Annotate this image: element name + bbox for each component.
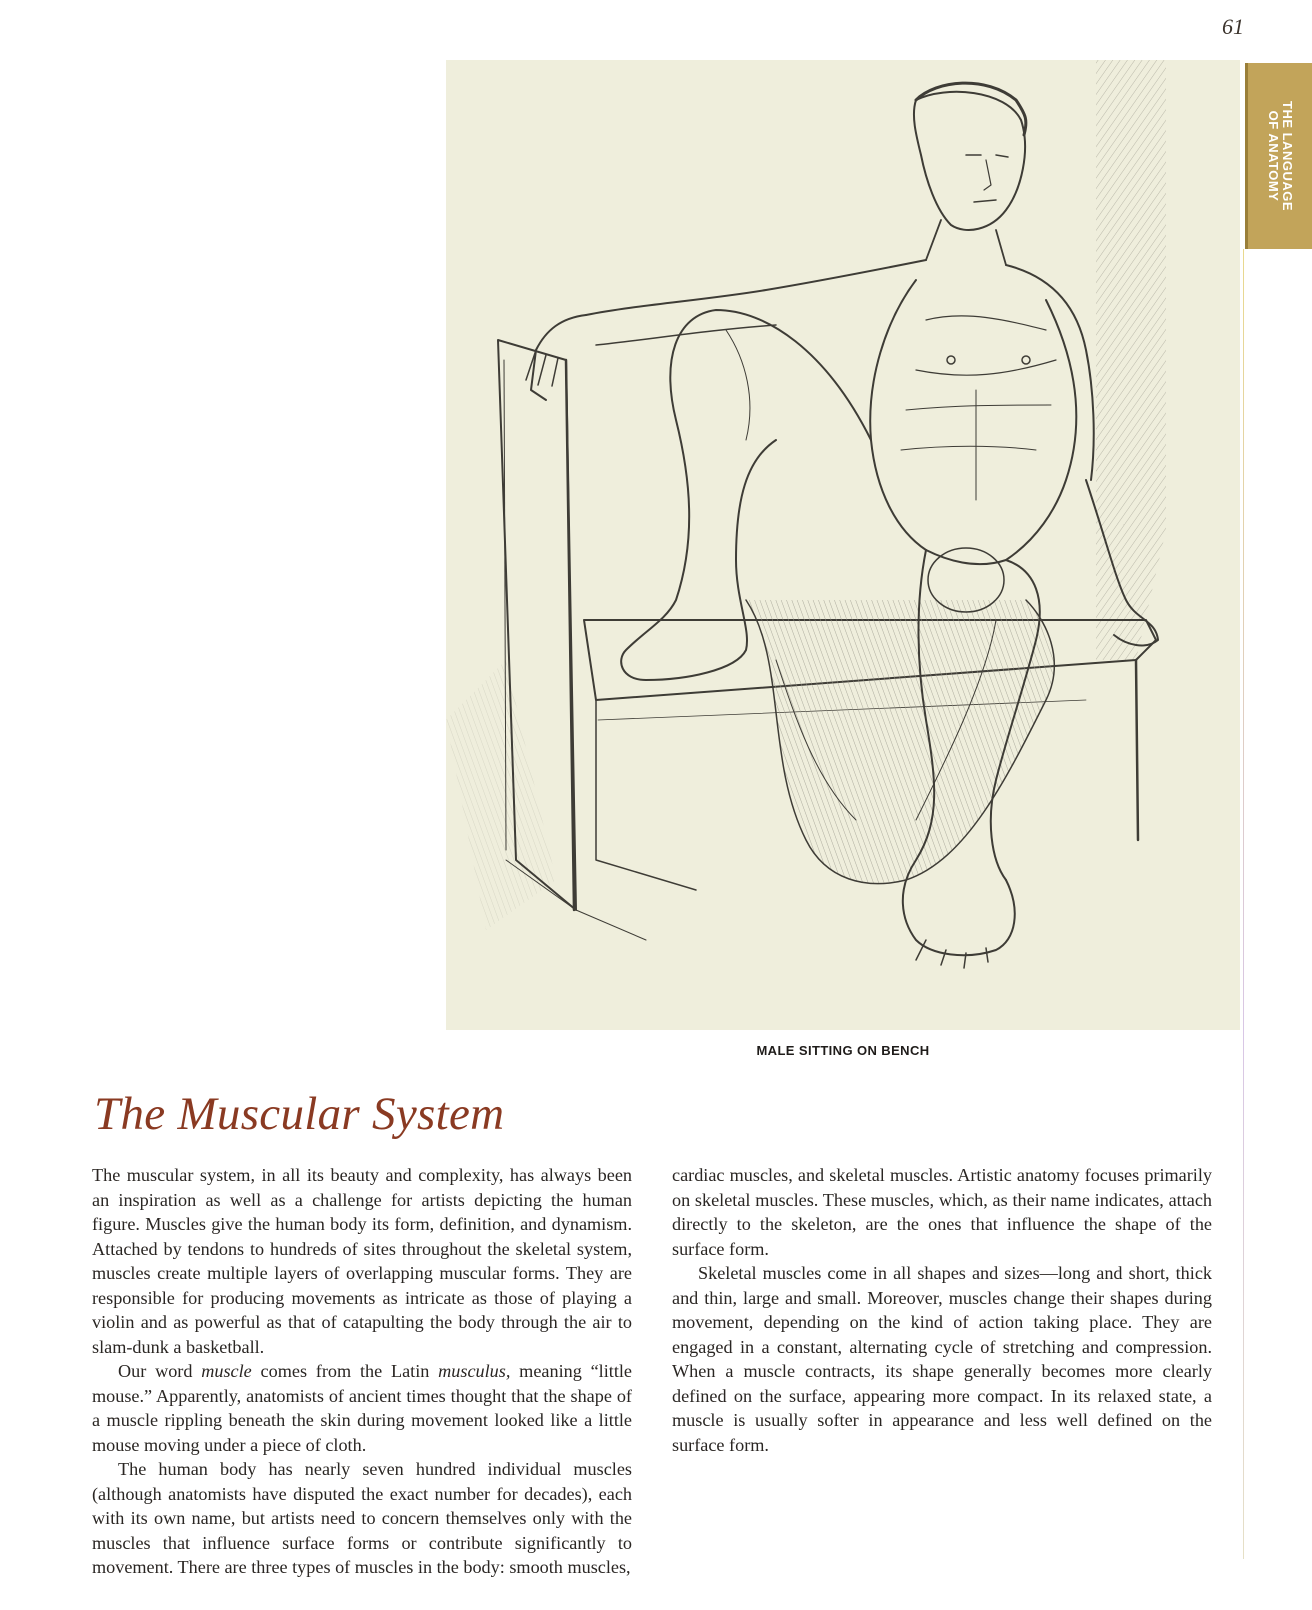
paragraph-1: The muscular system, in all its beauty and complexity, has always been an inspiration as well as a challenge for artists depicting the human figure. Muscles give the human body its form, definition, and dynamism. Attached by tendons to hundreds of sites throughout the skeletal system, muscles create multiple layers of overlapping muscular forms. They are responsible for producing movements as intricate as those of playing a violin and as powerful as that of catapulting the body through the air to slam-dunk a basketball.: [92, 1165, 632, 1357]
margin-rule: [1243, 249, 1244, 1559]
term-muscle: muscle: [201, 1361, 252, 1381]
body-column-left: [92, 1163, 632, 1580]
section-heading: The Muscular System: [94, 1088, 505, 1140]
figure-arm-left: [586, 260, 926, 315]
body-column-right: [672, 1163, 1212, 1457]
figure-head: [914, 92, 1025, 230]
section-tab: [1245, 63, 1312, 249]
paragraph-4: Skeletal muscles come in all shapes and sizes—long and short, thick and thin, large and small. Moreover, muscles change their shapes during movement, depending on the kind of action taking place. They are engaged in a constant, alternating cycle of stretching and compression. When a muscle contracts, its shape generally becomes more clearly defined on the surface, appearing more compact. In its relaxed state, a muscle is usually softer in appearance and less well defined on the surface form.: [672, 1263, 1212, 1455]
paragraph-2-middle: comes from the Latin: [251, 1361, 439, 1381]
paragraph-2-start: Our word: [118, 1361, 202, 1381]
figure-drawing: [446, 60, 1240, 1030]
paragraph-3-continued: cardiac muscles, and skeletal muscles. Artistic anatomy focuses primarily on skeletal muscles. These muscles, which, as their name indicates, attach directly to the skeleton, are the ones that influence the shape of the surface form.: [672, 1165, 1212, 1259]
section-tab-label: [1266, 71, 1294, 241]
background-shadow: [1096, 60, 1166, 660]
sketch-illustration: [446, 60, 1240, 1030]
section-tab-line-2: OF ANATOMY: [1266, 110, 1281, 202]
section-tab-line-1: THE LANGUAGE: [1280, 101, 1295, 211]
term-musculus: musculus,: [438, 1361, 511, 1381]
figure-torso: [870, 280, 926, 550]
figure-caption: MALE SITTING ON BENCH: [756, 1043, 930, 1058]
paragraph-2: [92, 1359, 632, 1457]
paragraph-3: The human body has nearly seven hundred individual muscles (although anatomists have disputed the exact number for decades), each with its own name, but artists need to concern themselves only with the muscles that influence surface forms or contribute significantly to movement. There are three types of muscles in the body: smooth muscles,: [92, 1459, 632, 1577]
page-number: 61: [1222, 14, 1244, 39]
paragraph-2-end: meaning “little mouse.” Apparently, anatomists of ancient times thought that the shape of a muscle rippling beneath the skin during movement looked like a little mouse moving under a piece of cloth.: [92, 1361, 633, 1455]
drapery-cloth: [746, 600, 1054, 884]
